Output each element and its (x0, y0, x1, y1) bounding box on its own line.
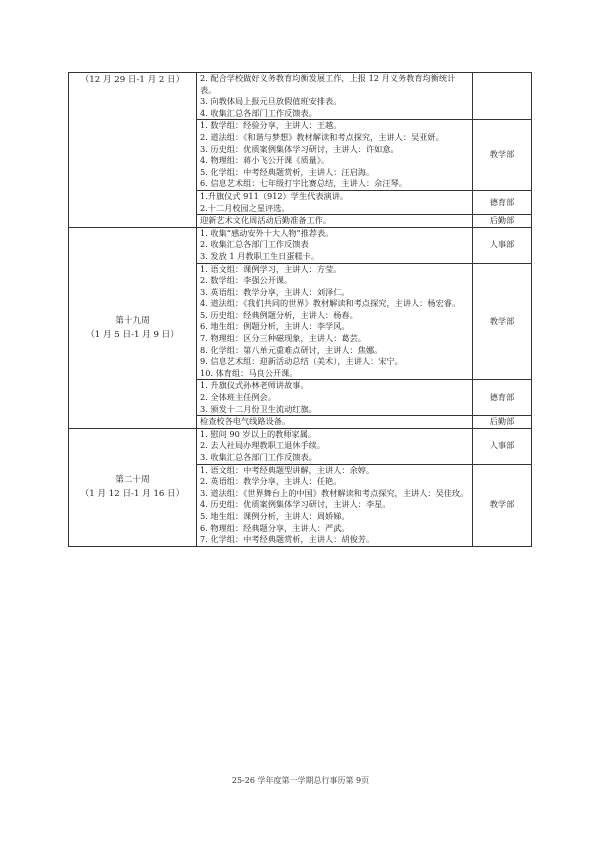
page-footer: 25-26 学年度第一学期总行事历第 9页 (231, 776, 370, 785)
task-item: 3. 英语组：教学分享，主讲人：刘泽仁。 (200, 286, 350, 297)
task-list-cell (197, 215, 473, 228)
week-name: 第二十周 (115, 475, 150, 486)
task-item: 1.升旗仪式 911（912）学生代表演讲。 (200, 190, 349, 201)
schedule-table (68, 72, 532, 547)
task-list-cell (197, 120, 473, 191)
week-cell (69, 428, 197, 546)
task-item: 1. 收集“感动安外十大人物”推荐表。 (200, 227, 334, 238)
department-cell: 教学部 (473, 263, 532, 380)
week-date-range: （1 月 5 日-1 月 9 日） (86, 329, 179, 340)
week-name: 第十九周 (115, 315, 150, 326)
task-item: 2. 数学组：李强公开课。 (200, 275, 293, 286)
task-item: 2. 去人社局办理教职工退休手续。 (200, 440, 326, 451)
task-list-cell (197, 464, 473, 546)
task-list-cell (197, 428, 473, 464)
task-item: 1. 慰问 90 岁以上的教师家属。 (200, 428, 317, 439)
task-item: 3. 颁发十二月份卫生流动红旗。 (200, 403, 317, 414)
task-item: 6. 物理组：经典题分享，主讲人：严武。 (200, 522, 350, 533)
week-date-range: （12 月 29 日-1 月 2 日） (80, 75, 185, 85)
task-item: 6. 信息艺术组：七年级打字比赛总结，主讲人：佘汪琴。 (200, 178, 407, 189)
department-cell: 德育部 (473, 380, 532, 416)
table-row (69, 227, 532, 263)
task-list-cell (197, 416, 473, 429)
task-item: 检查校各电气线路设备。 (200, 416, 291, 427)
task-item: 4. 历史组：优质案例集体学习研讨，主讲人：李星。 (200, 499, 391, 510)
task-item: 1. 语文组：中考经典题型讲解，主讲人：余婷。 (200, 464, 375, 475)
task-item: 5. 历史组：经典例题分析，主讲人：杨春。 (200, 309, 358, 320)
task-list-cell (197, 227, 473, 263)
task-item: 1. 数学组：经验分享，主讲人：王越。 (200, 120, 342, 131)
week-cell (69, 73, 197, 228)
department-cell (473, 73, 532, 120)
week-date-range: （1 月 12 日-1 月 16 日） (80, 489, 185, 500)
task-item: 5. 地生组：课例分析，主讲人：周娇娣。 (200, 510, 350, 521)
task-item: 4. 道法组：《我们共同的世界》教材解读和考点探究，主讲人：杨宏睿。 (200, 298, 461, 309)
task-item: 3. 发放 1 月教职工生日蛋糕卡。 (200, 250, 320, 261)
department-cell: 后勤部 (473, 416, 532, 429)
task-item: 7. 化学组：中考经典题赏析，主讲人：胡俊芳。 (200, 534, 375, 545)
department-cell: 人事部 (473, 227, 532, 263)
schedule-body (69, 73, 532, 547)
task-item: 5. 化学组：中考经典题赏析，主讲人：汪启海。 (200, 166, 375, 177)
task-item: 1. 语文组：课例学习，主讲人：方莹。 (200, 263, 342, 274)
task-item: 2. 英语组：教学分享，主讲人：任艳。 (200, 476, 342, 487)
task-item: 2. 收集汇总各部门工作反馈表 (200, 239, 309, 250)
task-item: 8. 化学组：第八单元重难点研讨，主讲人：焦娜。 (200, 344, 383, 355)
task-list-cell (197, 263, 473, 380)
task-item: 2. 全体班主任例会。 (200, 392, 276, 403)
task-item: 3. 向教体局上报元旦放假值班安排表。 (200, 96, 342, 107)
task-item: 2. 配合学校做好义务教育均衡发展工作，上报 12 月义务教育均衡统计表。 (200, 73, 456, 95)
department-cell: 人事部 (473, 428, 532, 464)
department-cell: 德育部 (473, 190, 532, 214)
task-item: 4. 收集汇总各部门工作反馈表。 (200, 107, 317, 118)
task-list-cell (197, 380, 473, 416)
task-item: 2.十二月校园之星评选。 (200, 202, 290, 213)
task-item: 6. 地生组：例题分析，主讲人：李学风。 (200, 321, 350, 332)
department-cell: 教学部 (473, 464, 532, 546)
task-item: 3. 收集汇总各部门工作反馈表。 (200, 452, 317, 462)
task-item: 3. 道法组：《世界舞台上的中国》教材解读和考点探究，主讲人：吴佳玫。 (200, 487, 469, 498)
task-item: 7. 物理组：区分三种磁现象，主讲人：葛芸。 (200, 333, 366, 344)
task-item: 3. 历史组：优质案例集体学习研讨，主讲人：许如意。 (200, 143, 399, 154)
table-row (69, 73, 532, 120)
task-item: 4. 物理组：蒋小飞公开课《质量》。 (200, 155, 330, 166)
table-row (69, 428, 532, 464)
department-cell: 教学部 (473, 120, 532, 191)
task-list-cell (197, 190, 473, 214)
task-item: 2. 道法组：《和谐与梦想》教材解读和考点探究，主讲人：吴亚妍。 (200, 131, 444, 142)
task-item: 9. 信息艺术组：迎新活动总结（美术），主讲人：宋宁。 (200, 356, 403, 367)
task-list-cell (197, 73, 473, 120)
department-cell: 后勤部 (473, 215, 532, 228)
task-item: 10. 体育组：马良公开课。 (200, 367, 298, 378)
task-item: 1. 升旗仪式孙林老师讲故事。 (200, 380, 309, 391)
week-cell (69, 227, 197, 428)
task-item: 迎新艺术文化周活动后勤准备工作。 (200, 215, 332, 226)
